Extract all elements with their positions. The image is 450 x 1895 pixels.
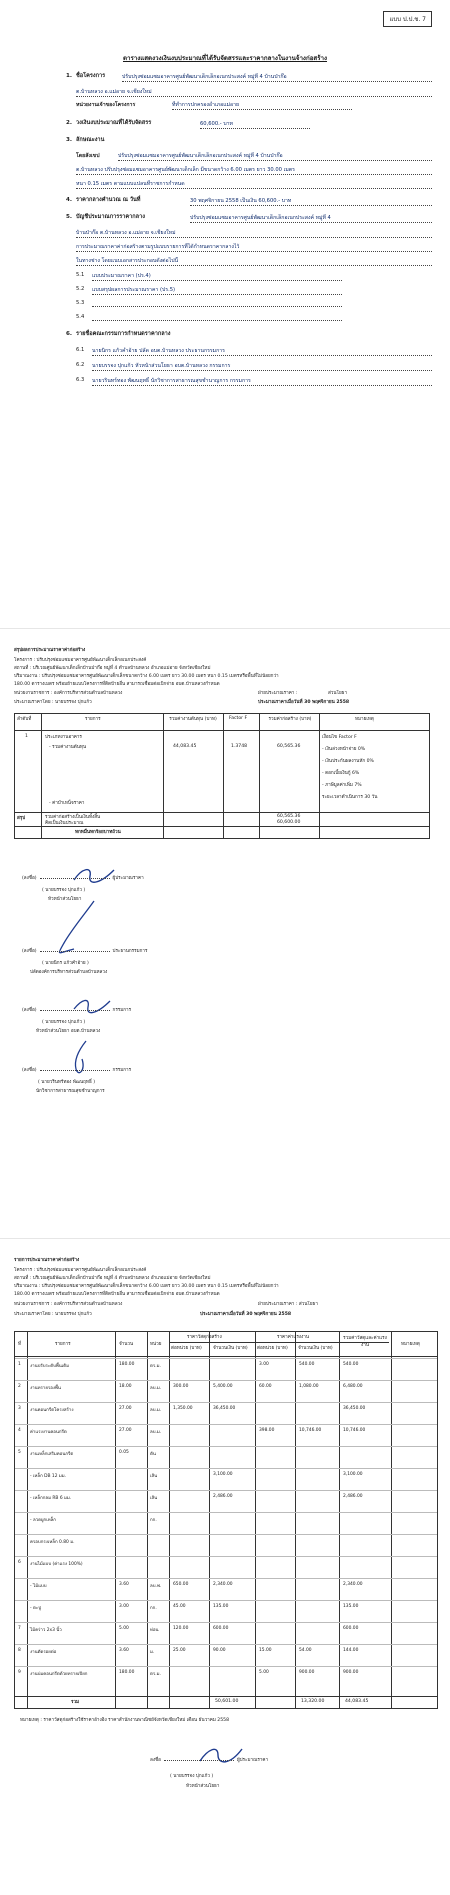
bill-cell-sum: 10,746.00 <box>343 1428 366 1433</box>
sig-4-line: (ลงชื่อ) กรรมการ <box>22 1068 132 1073</box>
attach-5-3 <box>92 300 342 307</box>
bill-cell-qty: 18.00 <box>119 1384 132 1389</box>
bill-cell-unit: ลบ.ม. <box>150 1408 162 1413</box>
bill-row <box>15 1468 437 1480</box>
bill-cell-mt: 600.00 <box>213 1626 229 1631</box>
price-date-value: 30 พฤศจิกายน 2558 เป็นเงิน 60,600.- บาท <box>190 197 432 206</box>
bill-cell-lt: 1,080.00 <box>299 1384 319 1389</box>
summary-line-2-label: คิดเป็นเงินประมาณ <box>45 821 84 826</box>
bill-cell-lt: 900.00 <box>299 1670 315 1675</box>
bill-cell-item: งานทรายรองพื้น <box>30 1386 61 1391</box>
attach-5-2: แบบสรุปผลการประมาณราคา (ปร.5) <box>92 286 342 295</box>
bill-cell-qty: 27.00 <box>119 1406 132 1411</box>
summary-label: สรุป <box>17 816 26 821</box>
bill-cell-lu: 5.00 <box>259 1670 269 1675</box>
owner-value: ที่ทำการปกครองอำเภอแม่อาย <box>172 101 352 110</box>
bill-row <box>15 1600 437 1612</box>
item-6: 6. รายชื่อคณะกรรมการกำหนดราคากลาง <box>66 331 171 337</box>
bill-cell-lu: 15.00 <box>259 1648 272 1653</box>
bill-cell-item: ครอบกรงเหล็ก 0.80 ม. <box>30 1540 75 1545</box>
bill-cell-item: - เหล็กกลม RB 6 มม. <box>30 1496 72 1501</box>
bill-cell-qty: 3.00 <box>119 1604 129 1609</box>
sig-2-name: ( นายนิกร แก้วคำอ้าย ) <box>42 961 89 966</box>
attach-5-3-label: 5.3 <box>76 300 85 306</box>
bill-value-1: ปรับปรุงซ่อมแซมอาคารศูนย์พัฒนาเด็กเล็กอเนกประสงค์ หมู่ที่ 4 <box>190 214 432 223</box>
bill-cell-unit: เส้น <box>150 1496 158 1501</box>
th3-mt: จำนวนเงิน (บาท) <box>213 1346 248 1351</box>
page2-line-1: โครงการ : ปรับปรุงซ่อมแซมอาคารศูนย์พัฒนาเด็กเล็กอเนกประสงค์ <box>14 658 147 663</box>
bill-cell-qty: 0.05 <box>119 1450 129 1455</box>
bill-cell-mu: 25.00 <box>173 1648 186 1653</box>
bill-total-sum: 44,083.45 <box>345 1699 369 1704</box>
item-2: 2. วงเงินงบประมาณที่ได้รับจัดสรร <box>66 120 152 126</box>
page3-line-3: ปริมาณงาน : ปรับปรุงซ่อมแซมอาคารศูนย์พัฒนาเด็กเล็กขนาดกว้าง 6.00 เมตร ยาว 30.00 เมตร หนา 0.15 เมตรหรือพื้นที่ไม่น้อยกว่า <box>14 1284 279 1289</box>
sig-5-title: หัวหน้าส่วนโยธา <box>186 1784 220 1789</box>
th3-item: รายการ <box>55 1342 71 1347</box>
bill-cell-unit: ตัน <box>150 1452 156 1457</box>
th3-no: ที่ <box>18 1342 22 1347</box>
attach-5-2-label: 5.2 <box>76 286 85 292</box>
sig-5-line: ลงชื่อ ผู้ประมาณราคา <box>150 1758 269 1763</box>
item-5: 5. บัญชีประมาณการราคากลาง <box>66 214 145 220</box>
summary-table <box>14 713 430 839</box>
budget-value: 60,600.- บาท <box>200 120 310 129</box>
th-cost: รวมค่างานต้นทุน (บาท) <box>169 717 217 722</box>
row2-cost: 44,083.45 <box>173 744 197 749</box>
bill-row <box>15 1622 437 1634</box>
item-1: 1. ชื่อโครงการ <box>66 73 106 79</box>
bill-cell-item: งานคอนกรีตโครงสร้าง <box>30 1408 74 1413</box>
bill-cell-unit: ตร.ม. <box>150 1672 161 1677</box>
bill-cell-item: งานไม้แบบ (ค่าแรง 100%) <box>30 1562 83 1567</box>
sig-2-title: ปลัดองค์การบริหารส่วนตำบลบ้านหลวง <box>30 970 108 975</box>
page2-title: สรุปผลการประมาณราคาค่าก่อสร้าง <box>14 648 86 653</box>
bill-row <box>15 1490 437 1502</box>
bill-cell-no: 6 <box>18 1560 21 1565</box>
page3-estimator: ประมาณราคาโดย : นายบรรจง ปุกแก้ว <box>14 1312 92 1317</box>
bill-cell-mt: 3,100.00 <box>213 1472 233 1477</box>
th-no: ลำดับที่ <box>17 717 32 722</box>
bill-cell-qty: 27.00 <box>119 1428 132 1433</box>
row1-no: 1 <box>25 734 28 739</box>
summary-value-2: ต.บ้านหลวง ปรับปรุงซ่อมแซมอาคารศูนย์พัฒนาเด็กเล็ก มีขนาดกว้าง 6.00 เมตร ยาว 30.00 เมตร <box>76 166 432 175</box>
summary-value-1: ปรับปรุงซ่อมแซมอาคารศูนย์พัฒนาเด็กเล็กอเนกประสงค์ หมู่ที่ 4 บ้านป่าก๊อ <box>118 152 432 161</box>
bill-cell-no: 3 <box>18 1406 21 1411</box>
page-1-form <box>0 0 450 628</box>
committee-3: นายวรินทร์ทอง พัฒนฤทธิ์ นักวิชาการสาธารณสุขชำนาญการ กรรมการ <box>92 377 432 386</box>
bill-cell-no: 4 <box>18 1428 21 1433</box>
th-item: รายการ <box>85 717 101 722</box>
th-factor: Factor F <box>229 716 248 721</box>
bill-cell-item: งานตัดรอยต่อ <box>30 1650 57 1655</box>
bill-cell-qty: 180.00 <box>119 1670 135 1675</box>
summary-line-1-label: รวมค่าก่อสร้างเป็นเงินทั้งสิ้น <box>45 815 101 820</box>
bill-cell-no: 7 <box>18 1626 21 1631</box>
bill-cell-mt: 135.00 <box>213 1604 229 1609</box>
bill-value-3: การประมาณราคาค่าก่อสร้างตามรูปแบบรายการที่ได้กำหนดราคากลางไว้ <box>76 243 432 252</box>
bill-row <box>15 1402 437 1414</box>
th3-sum: รวมค่าวัสดุและค่าแรงงาน <box>343 1336 387 1348</box>
bill-value-4: ในทางช่าง โดยแนบเอกสารประกอบดังต่อไปนี้ <box>76 257 432 266</box>
attach-5-1: แบบประมาณราคา (ปร.4) <box>92 272 342 281</box>
bill-cell-mt: 5,400.00 <box>213 1384 233 1389</box>
row1-item: ประเภทงานอาคาร <box>45 735 82 740</box>
committee-2-label: 6.2 <box>76 362 85 368</box>
bill-cell-sum: 2,486.00 <box>343 1494 363 1499</box>
bill-cell-qty: 180.00 <box>119 1362 135 1367</box>
bill-row <box>15 1358 437 1370</box>
form-code: แบบ ป.ป.ช. 7 <box>383 11 432 27</box>
bill-cell-item: - ลวดผูกเหล็ก <box>30 1518 56 1523</box>
sig-4-title: นักวิชาการสาธารณสุขชำนาญการ <box>36 1089 105 1094</box>
bill-cell-item: - ไม้แบบ <box>30 1584 47 1589</box>
amount-in-words: หกหมื่นหกร้อยบาทถ้วน <box>75 830 121 835</box>
signature-5 <box>196 1743 246 1769</box>
bill-cell-mu: 300.00 <box>173 1384 189 1389</box>
summary-value-3: หนา 0.15 เมตร ตามแบบแปลนที่ราชการกำหนด <box>76 180 432 189</box>
bill-row <box>15 1534 437 1546</box>
bill-cell-no: 5 <box>18 1450 21 1455</box>
page3-date: ประมาณราคาเมื่อวันที่ 30 พฤศจิกายน 2558 <box>200 1312 292 1317</box>
bill-cell-sum: 135.00 <box>343 1604 359 1609</box>
bill-footnote: หมายเหตุ : ราคาวัสดุก่อสร้างใช้ราคาอ้างอิง ราคาสำนักงานพาณิชย์จังหวัดเชียงใหม่ เดือน ธันวาคม 2558 <box>20 1718 230 1723</box>
bill-cell-unit: กก. <box>150 1518 157 1523</box>
page3-line-1: โครงการ : ปรับปรุงซ่อมแซมอาคารศูนย์พัฒนาเด็กเล็กอเนกประสงค์ <box>14 1268 147 1273</box>
attach-5-4 <box>92 314 342 321</box>
sig-4-name: ( นายวรินทร์ทอง พัฒนฤทธิ์ ) <box>38 1080 96 1085</box>
bill-cell-sum: 600.00 <box>343 1626 359 1631</box>
page2-estimator: ประมาณราคาโดย : นายบรรจง ปุกแก้ว <box>14 700 92 705</box>
th3-qty: จำนวน <box>119 1342 134 1347</box>
page2-line-4: 180.00 ตารางเมตร พร้อมย้ายแบบโครงการที่ติดป้ายอื่น สามารถเชื่อมต่อเบิกจ่าย อบต.บ้านหลวงกำหนด <box>14 682 220 687</box>
page3-line-2: สถานที่ : บริเวณศูนย์พัฒนาเด็กเล็กบ้านป่าก๊อ หมู่ที่ 4 ตำบลบ้านหลวง อำเภอแม่อาย จังหวัดเชียงใหม่ <box>14 1276 211 1281</box>
th3-lt: จำนวนเงิน (บาท) <box>298 1346 333 1351</box>
bill-cell-mt: 90.00 <box>213 1648 226 1653</box>
bill-cell-no: 1 <box>18 1362 21 1367</box>
bill-cell-mt: 2,340.00 <box>213 1582 233 1587</box>
sig-1-name: ( นายบรรจง ปุกแก้ว ) <box>42 888 86 893</box>
bill-cell-unit: ตร.ม. <box>150 1364 161 1369</box>
row2-item: - รวมค่างานต้นทุน <box>49 745 87 750</box>
sig-3-line: (ลงชื่อ) กรรมการ <box>22 1008 132 1013</box>
attach-5-1-label: 5.1 <box>76 272 85 278</box>
page3-line-4: 180.00 ตารางเมตร พร้อมย้ายแบบโครงการที่ติดป้ายอื่น สามารถเชื่อมต่อเบิกจ่าย อบต.บ้านหลวงกำหนด <box>14 1292 220 1297</box>
summary-line-1-value: 60,565.36 <box>277 814 301 819</box>
page2-line-3: ปริมาณงาน : ปรับปรุงซ่อมแซมอาคารศูนย์พัฒนาเด็กเล็กขนาดกว้าง 6.00 เมตร ยาว 30.00 เมตร หนา 0.15 เมตรหรือพื้นที่ไม่น้อยกว่า <box>14 674 279 679</box>
committee-1-label: 6.1 <box>76 347 85 353</box>
page2-line-2: สถานที่ : บริเวณศูนย์พัฒนาเด็กเล็กบ้านป่าก๊อ หมู่ที่ 4 ตำบลบ้านหลวง อำเภอแม่อาย จังหวัดเชียงใหม่ <box>14 666 211 671</box>
page1-title: ตารางแสดงวงเงินงบประมาณที่ได้รับจัดสรรและราคากลางในงานจ้างก่อสร้าง <box>122 55 328 62</box>
bill-cell-qty: 3.60 <box>119 1582 129 1587</box>
bill-cell-item: งานบ่มคอนกรีตด้วยทรายเปียก <box>30 1672 88 1677</box>
bill-cell-unit: กก. <box>150 1606 157 1611</box>
bill-cell-sum: 3,100.00 <box>343 1472 363 1477</box>
bill-row <box>15 1512 437 1524</box>
bill-cell-qty: 5.00 <box>119 1626 129 1631</box>
committee-1: นายนิกร แก้วคำอ้าย ปลัด อบต.บ้านหลวง ประธานกรรมการ <box>92 347 432 356</box>
bill-cell-item: ค่าแรงงานคอนกรีต <box>30 1430 67 1435</box>
note-1: เงื่อนไข Factor F <box>322 735 357 740</box>
bill-row <box>15 1446 437 1458</box>
bill-cell-lu: 60.00 <box>259 1384 272 1389</box>
page2-dept-value: ส่วนโยธา <box>328 691 348 696</box>
bill-cell-sum: 144.00 <box>343 1648 359 1653</box>
bill-cell-sum: 6,480.00 <box>343 1384 363 1389</box>
th-note: หมายเหตุ <box>355 717 374 722</box>
bill-cell-mt: 2,486.00 <box>213 1494 233 1499</box>
bill-cell-sum: 36,450.00 <box>343 1406 366 1411</box>
bill-row <box>15 1556 437 1568</box>
note-6: ระยะเวลาดำเนินการ 30 วัน <box>322 795 378 800</box>
row2-factor: 1.3748 <box>231 744 248 749</box>
bill-cell-item: - เหล็ก DB 12 มม. <box>30 1474 67 1479</box>
bill-table <box>14 1331 438 1709</box>
bill-cell-lt: 540.00 <box>299 1362 315 1367</box>
bill-cell-item: งานปรับระดับพื้นเดิม <box>30 1364 70 1369</box>
item-4: 4. ราคากลางคำนวณ ณ วันที่ <box>66 197 141 203</box>
bill-cell-no: 8 <box>18 1648 21 1653</box>
note-4: - ดอกเบี้ยเงินกู้ 6% <box>322 771 360 776</box>
th3-note: หมายเหตุ <box>401 1342 420 1347</box>
item-1-value-2: ต.บ้านหลวง อ.แม่อาย จ.เชียงใหม่ <box>76 88 432 97</box>
bill-cell-item: งานเหล็กเสริมคอนกรีต <box>30 1452 74 1457</box>
bill-cell-unit: ลบ.ม. <box>150 1430 162 1435</box>
th3-mu: ต่อหน่วย (บาท) <box>171 1346 202 1351</box>
item-1-value: ปรับปรุงซ่อมแซมอาคารศูนย์พัฒนาเด็กเล็กอเนกประสงค์ หมู่ที่ 4 บ้านป่าก๊อ <box>122 73 432 82</box>
page2-unit: หน่วยงานราชการ : องค์การบริหารส่วนตำบลบ้านหลวง <box>14 691 123 696</box>
th3-labour: ราคาค่าแรงงาน <box>277 1335 309 1340</box>
page2-dept-label: ฝ่ายประมาณราคา : <box>258 691 298 696</box>
bill-total-labour: 13,320.00 <box>301 1699 325 1704</box>
bill-row <box>15 1666 437 1678</box>
bill-cell-mu: 45.00 <box>173 1604 186 1609</box>
sig-1-title: หัวหน้าส่วนโยธา <box>48 897 82 902</box>
note-5: - ภาษีมูลค่าเพิ่ม 7% <box>322 783 362 788</box>
sig-2-line: (ลงชื่อ) ประธานกรรมการ <box>22 949 148 954</box>
bill-cell-lt: 10,746.00 <box>299 1428 322 1433</box>
bill-cell-sum: 2,340.00 <box>343 1582 363 1587</box>
bill-cell-unit: ท่อน <box>150 1628 159 1633</box>
bill-cell-unit: ม. <box>150 1650 155 1655</box>
committee-3-label: 6.3 <box>76 377 85 383</box>
bill-cell-unit: เส้น <box>150 1474 158 1479</box>
owner-label: หน่วยงานเจ้าของโครงการ <box>76 102 136 108</box>
page2-date: ประมาณราคาเมื่อวันที่ 30 พฤศจิกายน 2558 <box>258 700 350 705</box>
bill-cell-unit: ลบ.ม. <box>150 1386 162 1391</box>
bill-cell-mu: 1,350.00 <box>173 1406 193 1411</box>
th-total: รวมค่าก่อสร้าง (บาท) <box>268 717 312 722</box>
note-2: - เงินล่วงหน้าจ่าย 0% <box>322 747 366 752</box>
bill-cell-mu: 120.00 <box>173 1626 189 1631</box>
bill-cell-lu: 3.00 <box>259 1362 269 1367</box>
bill-cell-no: 2 <box>18 1384 21 1389</box>
summary-label: โดยสังเขป <box>76 153 100 159</box>
bill-cell-lt: 54.00 <box>299 1648 312 1653</box>
row3-item: - ค่าบำเหน็จราคา <box>49 801 85 806</box>
sig-5-name: ( นายบรรจง ปุกแก้ว ) <box>170 1774 214 1779</box>
attach-5-4-label: 5.4 <box>76 314 85 320</box>
sig-3-name: ( นายบรรจง ปุกแก้ว ) <box>42 1020 86 1025</box>
bill-cell-mt: 36,450.00 <box>213 1406 236 1411</box>
bill-cell-no: 9 <box>18 1670 21 1675</box>
bill-value-2: บ้านป่าก๊อ ต.บ้านหลวง อ.แม่อาย จ.เชียงใหม่ <box>76 229 432 238</box>
th3-lu: ต่อหน่วย (บาท) <box>257 1346 288 1351</box>
bill-row <box>15 1578 437 1590</box>
bill-cell-qty: 3.60 <box>119 1648 129 1653</box>
bill-row <box>15 1380 437 1392</box>
sig-1-line: (ลงชื่อ) ผู้ประมาณราคา <box>22 876 144 881</box>
page3-title: รายการประมาณราคาค่าก่อสร้าง <box>14 1258 80 1263</box>
note-3: - เงินประกันผลงานหัก 0% <box>322 759 374 764</box>
page3-unit: หน่วยงานราชการ : องค์การบริหารส่วนตำบลบ้านหลวง <box>14 1302 123 1307</box>
bill-total-material: 50,601.00 <box>215 1699 239 1704</box>
committee-2: นายบรรจง ปุกแก้ว หัวหน้าส่วนโยธา อบต.บ้านหลวง กรรมการ <box>92 362 432 371</box>
bill-cell-lu: 398.00 <box>259 1428 275 1433</box>
page3-dept: ฝ่ายประมาณราคา : ส่วนโยธา <box>258 1302 318 1307</box>
page-2-summary <box>0 628 450 1238</box>
summary-line-2-value: 60,600.00 <box>277 820 301 825</box>
page-3-bill <box>0 1238 450 1895</box>
bill-cell-item: ไม้คร่าว 2x3 นิ้ว <box>30 1628 62 1633</box>
bill-cell-mu: 650.00 <box>173 1582 189 1587</box>
sig-3-title: หัวหน้าส่วนโยธา อบต.บ้านหลวง <box>36 1029 101 1034</box>
th3-material: ราคาวัสดุก่อสร้าง <box>187 1335 222 1340</box>
bill-row <box>15 1644 437 1656</box>
bill-cell-item: - ตะปู <box>30 1606 41 1611</box>
item-3: 3. ลักษณะงาน <box>66 137 105 143</box>
bill-total-label: รวม <box>71 1700 80 1705</box>
bill-row <box>15 1424 437 1436</box>
bill-cell-sum: 900.00 <box>343 1670 359 1675</box>
bill-cell-sum: 540.00 <box>343 1362 359 1367</box>
bill-cell-unit: ลบ.ฟ. <box>150 1584 162 1589</box>
th3-unit: หน่วย <box>150 1342 162 1347</box>
row2-total: 60,565.36 <box>277 744 301 749</box>
